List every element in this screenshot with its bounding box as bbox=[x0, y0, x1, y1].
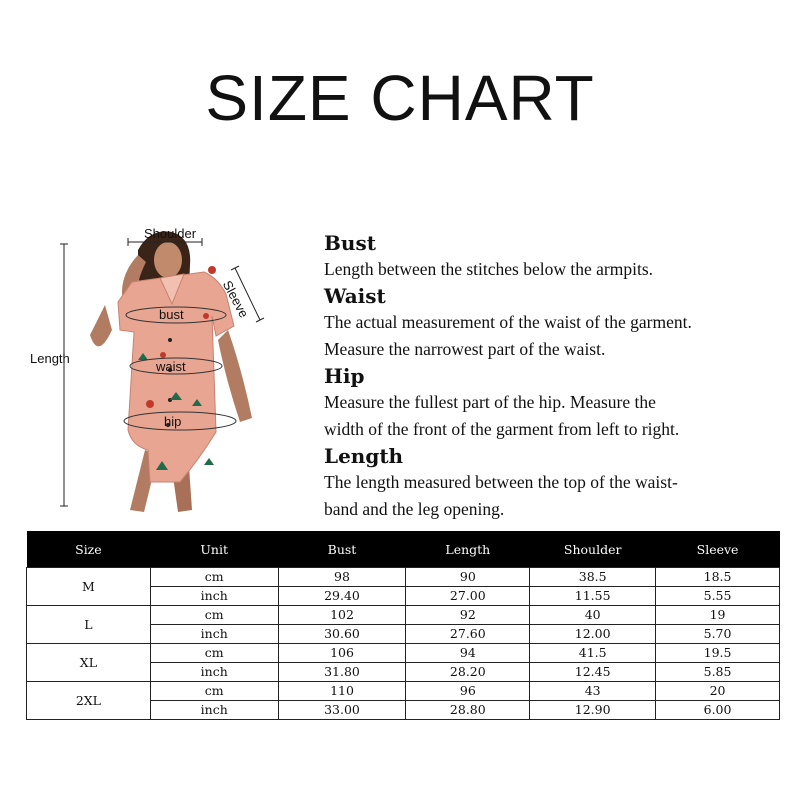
length-cell: 27.60 bbox=[406, 625, 530, 644]
model-figure bbox=[20, 220, 310, 520]
definition-term-bust: Bust bbox=[324, 231, 376, 255]
sleeve-cell: 19.5 bbox=[656, 644, 780, 663]
table-header bbox=[27, 531, 780, 568]
sleeve-cell: 18.5 bbox=[656, 568, 780, 587]
measurement-definitions bbox=[324, 230, 784, 523]
table-row bbox=[27, 682, 780, 701]
bust-cell: 106 bbox=[278, 644, 406, 663]
table-row bbox=[27, 644, 780, 663]
size-cell: 2XL bbox=[27, 682, 151, 720]
bust-label: bust bbox=[159, 307, 184, 322]
bust-cell: 102 bbox=[278, 606, 406, 625]
length-cell: 92 bbox=[406, 606, 530, 625]
length-cell: 28.80 bbox=[406, 701, 530, 720]
column-header-sleeve: Sleeve bbox=[656, 531, 780, 568]
bust-cell: 31.80 bbox=[278, 663, 406, 682]
column-header-size: Size bbox=[27, 531, 151, 568]
shoulder-cell: 40 bbox=[530, 606, 656, 625]
size-cell: M bbox=[27, 568, 151, 606]
page-title: SIZE CHART bbox=[205, 62, 595, 134]
length-cell: 94 bbox=[406, 644, 530, 663]
size-table bbox=[26, 531, 780, 720]
column-header-length: Length bbox=[406, 531, 530, 568]
table-row bbox=[27, 606, 780, 625]
shoulder-label: Shoulder bbox=[144, 226, 197, 241]
definition-text-line: Measure the fullest part of the hip. Measure the bbox=[324, 392, 656, 412]
waist-label: waist bbox=[156, 359, 186, 374]
bust-cell: 110 bbox=[278, 682, 406, 701]
sleeve-cell: 20 bbox=[656, 682, 780, 701]
shoulder-cell: 41.5 bbox=[530, 644, 656, 663]
shoulder-cell: 12.00 bbox=[530, 625, 656, 644]
bust-cell: 33.00 bbox=[278, 701, 406, 720]
bust-cell: 29.40 bbox=[278, 587, 406, 606]
size-cell: XL bbox=[27, 644, 151, 682]
hip-label: hip bbox=[164, 414, 182, 429]
bust-cell: 98 bbox=[278, 568, 406, 587]
length-cell: 90 bbox=[406, 568, 530, 587]
unit-cell: cm bbox=[150, 682, 278, 701]
table-row bbox=[27, 568, 780, 587]
column-header-bust: Bust bbox=[278, 531, 406, 568]
definition-text-line: The length measured between the top of the waist- bbox=[324, 472, 678, 492]
shoulder-cell: 12.45 bbox=[530, 663, 656, 682]
sleeve-cell: 5.55 bbox=[656, 587, 780, 606]
column-header-unit: Unit bbox=[150, 531, 278, 568]
unit-cell: inch bbox=[150, 701, 278, 720]
column-header-shoulder: Shoulder bbox=[530, 531, 656, 568]
definition-text-line: The actual measurement of the waist of the garment. bbox=[324, 312, 692, 332]
shoulder-cell: 11.55 bbox=[530, 587, 656, 606]
definition-text-line: Measure the narrowest part of the waist. bbox=[324, 339, 606, 359]
definition-term-waist: Waist bbox=[324, 284, 386, 308]
unit-cell: inch bbox=[150, 663, 278, 682]
size-cell: L bbox=[27, 606, 151, 644]
definition-text-line: band and the leg opening. bbox=[324, 499, 505, 519]
sleeve-cell: 19 bbox=[656, 606, 780, 625]
unit-cell: cm bbox=[150, 644, 278, 663]
definition-term-hip: Hip bbox=[324, 364, 365, 388]
length-label: Length bbox=[30, 351, 70, 366]
length-cell: 28.20 bbox=[406, 663, 530, 682]
length-cell: 96 bbox=[406, 682, 530, 701]
sleeve-label: Sleeve bbox=[219, 278, 252, 321]
sleeve-cell: 5.85 bbox=[656, 663, 780, 682]
unit-cell: cm bbox=[150, 568, 278, 587]
unit-cell: inch bbox=[150, 625, 278, 644]
shoulder-cell: 38.5 bbox=[530, 568, 656, 587]
unit-cell: inch bbox=[150, 587, 278, 606]
bust-cell: 30.60 bbox=[278, 625, 406, 644]
shoulder-cell: 12.90 bbox=[530, 701, 656, 720]
sleeve-cell: 5.70 bbox=[656, 625, 780, 644]
sleeve-cell: 6.00 bbox=[656, 701, 780, 720]
length-cell: 27.00 bbox=[406, 587, 530, 606]
shoulder-cell: 43 bbox=[530, 682, 656, 701]
definition-text-line: Length between the stitches below the armpits. bbox=[324, 259, 654, 279]
definition-term-length: Length bbox=[324, 444, 404, 468]
definition-text-line: width of the front of the garment from left to right. bbox=[324, 419, 680, 439]
unit-cell: cm bbox=[150, 606, 278, 625]
